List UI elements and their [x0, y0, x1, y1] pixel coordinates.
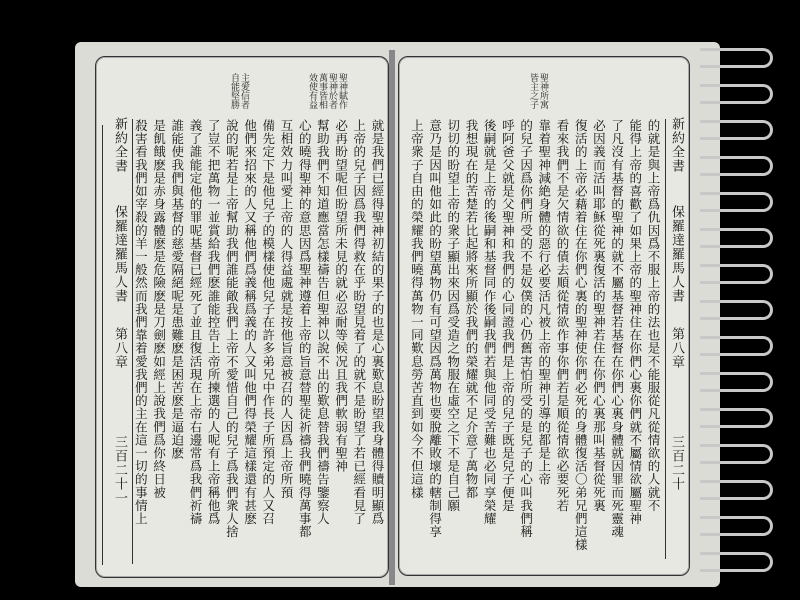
- text-column: 他們來招來的人又稱他們爲義稱爲義的人又叫他們得榮耀這樣還有甚麽: [242, 119, 258, 526]
- text-column: 的就是與上帝爲仇因爲不服上帝的法也是不能服從凡從情欲的人就不: [646, 119, 661, 512]
- page-gutter: [389, 50, 395, 585]
- binder-ring: [700, 156, 773, 176]
- binder-ring: [700, 228, 773, 248]
- text-column: 了豈不把萬物一並賞給我們麽誰能控告上帝所揀選的人呢有上帝稱他爲: [206, 119, 222, 526]
- page-number: 三百二十一: [112, 435, 127, 505]
- text-column: 了凡沒有基督的聖神的就不屬基督若基督在你們心裏身體就因罪而死靈魂: [609, 119, 625, 539]
- margin-note: 萬事皆相: [317, 73, 327, 109]
- text-column: 心的曉得聖神的意思因爲聖神遵着上帝的旨意替聖徒祈禱我們曉得萬事都: [297, 119, 313, 539]
- binder-ring: [700, 444, 773, 464]
- binder-ring: [700, 480, 773, 500]
- binder-ring: [700, 192, 773, 212]
- text-column: 殺害看我們如宰殺的羊一般然而我們靠着愛我們的主在這一切的事情上: [133, 119, 149, 526]
- binder-ring: [700, 516, 773, 536]
- right-page: [398, 56, 690, 576]
- text-column: 誰能使我們與基督的慈愛隔絕呢是患難麽是困苦麽是逼迫麽: [169, 119, 185, 460]
- text-column: 能得上帝的喜歡了如果上帝的聖神住在你們心裏你們就不屬情欲屬聖神: [627, 119, 643, 526]
- book-title: 新約全書: [669, 117, 684, 173]
- margin-note: 聖神所寓: [538, 73, 548, 109]
- margin-note: 效使有益: [307, 73, 317, 109]
- chapter-label: 第八章: [112, 327, 127, 369]
- text-column: 說的呢若是上帝幫助我們誰能敵我們上帝不愛惜自己的兒子爲我們衆人捨: [224, 119, 240, 539]
- text-column: 必因義而活叫耶穌從死裏復活的聖神若住在你們心裏那叫基督從死裏: [591, 119, 607, 512]
- text-column: 我想現在的苦楚若比起將來所顯於我們的榮耀就不足介意了萬物都: [463, 119, 479, 499]
- text-column: 備先定下是他兒子的模樣使他兒子在許多弟兄中作長子所預定的人又召: [260, 119, 276, 526]
- left-body-text: [133, 119, 386, 559]
- right-body-text: [407, 119, 662, 559]
- binder-ring: [700, 120, 773, 140]
- text-column: 後嗣就是上帝的後嗣和基督同作後嗣我們若與他同受苦難也必同享榮耀: [482, 119, 498, 526]
- text-column: 是飢餓麽是赤身露體麽是危險麽是刀劍麽如經上說我們爲你終日被: [151, 119, 167, 499]
- text-column: 就是我們已經得聖神初結的果子的也是心裏歎息盼望我身體得贖明顯爲: [370, 119, 385, 526]
- margin-note: 聖神賦作: [337, 73, 347, 109]
- margin-note: 聖神於者: [327, 73, 337, 109]
- text-column: 義了誰能定他的罪呢基督已經死了並且復活現在上帝右邊常爲我們祈禱: [187, 119, 203, 526]
- margin-note: 自能堅勝: [229, 73, 239, 109]
- binder-ring: [700, 372, 773, 392]
- text-column: 上帝的兒子因爲我們得救在乎盼望見着了的就不是盼望了若已經看見了: [351, 119, 367, 526]
- binder-ring: [700, 48, 773, 68]
- text-column: 意乃是因叫他如此的盼望萬物仍有可望因爲萬物也要脫離敗壞的轄制得享: [427, 119, 443, 539]
- text-column: 靠着聖神減絶身體的惡行必要活凡被上帝的聖神引導的都是上帝: [536, 119, 552, 486]
- book-title: 新約全書: [112, 117, 127, 173]
- text-column: 必再盼望呢但盼望所未見的就必忍耐等候况且我們軟弱有聖神: [333, 119, 349, 473]
- epistle-title: 保羅達羅馬人書: [669, 205, 684, 303]
- page-number: 三百二十: [669, 435, 684, 491]
- text-column: 的兒子因爲你們所受的不是奴僕的心仍舊害怕所受的是兒子的心叫我們稱: [518, 119, 534, 539]
- binder-ring: [700, 336, 773, 356]
- binder-ring: [700, 552, 773, 572]
- binder-ring: [700, 84, 773, 104]
- text-column: 幫助我們不知道應當怎樣禱告但聖神以說不出的歎息替我們禱告鑒察人: [315, 119, 331, 526]
- rule: [102, 125, 103, 565]
- binder-ring: [700, 264, 773, 284]
- binder-ring: [700, 300, 773, 320]
- epistle-title: 保羅達羅馬人書: [112, 205, 127, 303]
- margin-note: 主愛信者: [239, 73, 249, 109]
- text-column: 切切的盼望上帝的衆子顯出來因爲受造之物服在虛空之下不是自己願: [445, 119, 461, 512]
- text-column: 互相效力叫愛上帝的人得益處就是按他旨意被召的人因爲上帝所預: [278, 119, 294, 499]
- margin-note: 皆主之子: [528, 73, 538, 109]
- text-column: 看來我們不是欠情欲的債去順從情欲作事你們若是順從情欲必要死若: [554, 119, 570, 512]
- rule: [665, 119, 666, 559]
- text-column: 復活的上帝必藉着住在你們心裏的聖神使你們必死的身體復活〇弟兄們這樣: [573, 119, 589, 552]
- left-page: [95, 56, 389, 578]
- binder-ring: [700, 408, 773, 428]
- binder-rings: [700, 48, 800, 588]
- text-column: 上帝衆子自由的榮耀我們曉得萬物一同歎息勞苦直到如今不但這樣: [409, 119, 425, 499]
- text-column: 呼阿爸父就是父聖神和我們的心同證我們是上帝的兒子既是兒子便是: [500, 119, 516, 512]
- chapter-label: 第八章: [669, 327, 684, 369]
